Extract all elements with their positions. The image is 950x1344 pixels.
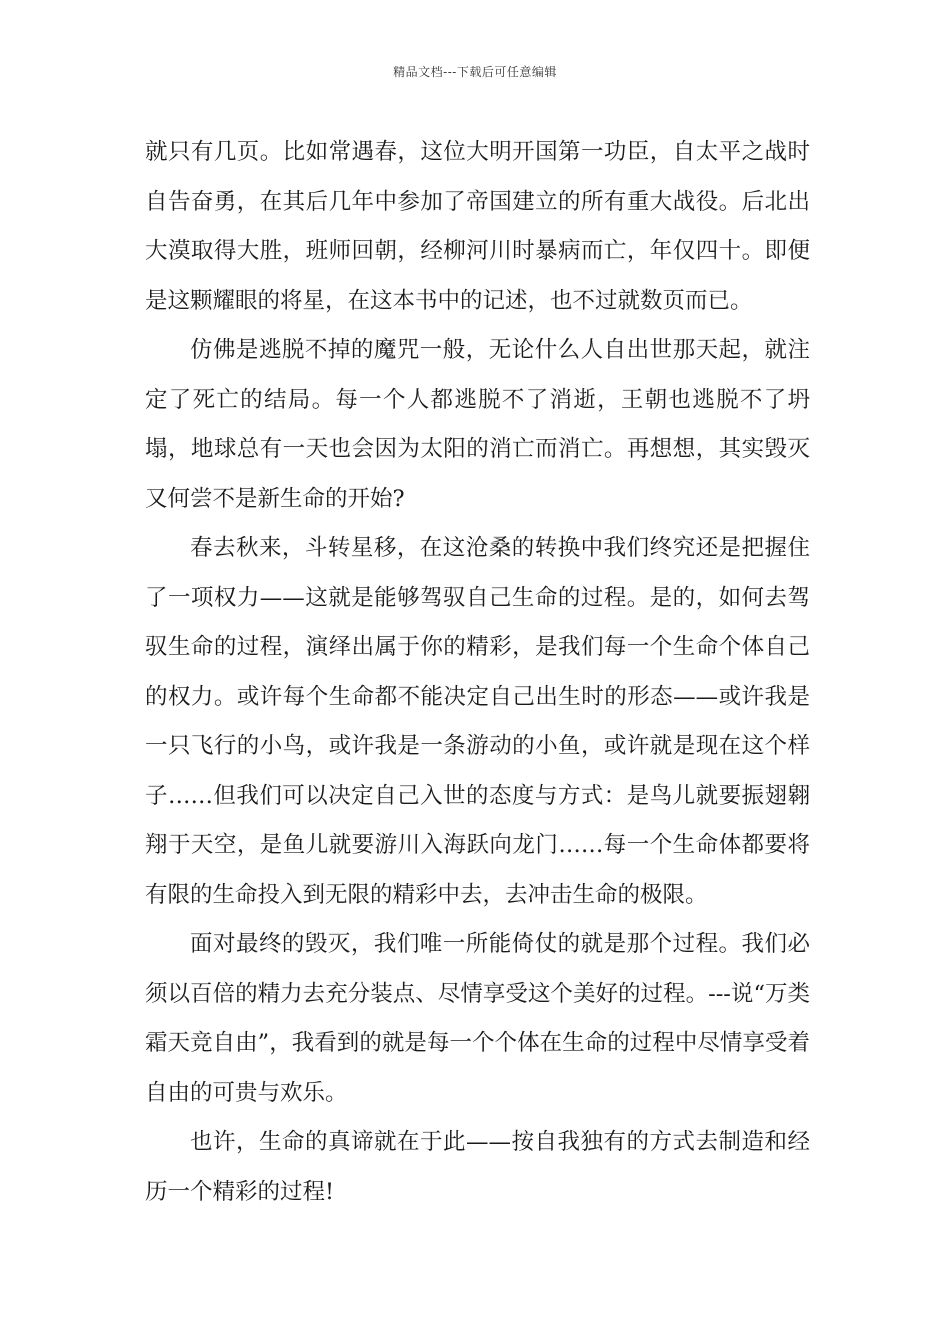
paragraph-4: 面对最终的毁灭，我们唯一所能倚仗的就是那个过程。我们必须以百倍的精力去充分装点、尽情享受这个美好的过程。---说“万类霜天竞自由”，我看到的就是每一个个体在生命的过程中尽情享受着自由的可贵与欢乐。 xyxy=(145,931,810,1106)
page-header: 精品文档---下载后可任意编辑 xyxy=(393,65,557,79)
paragraph-5: 也许，生命的真谛就在于此——按自我独有的方式去制造和经历一个精彩的过程! xyxy=(145,1129,810,1205)
paragraph-2: 仿佛是逃脱不掉的魔咒一般，无论什么人自出世那天起，就注定了死亡的结局。每一个人都逃脱不了消逝，王朝也逃脱不了坍塌，地球总有一天也会因为太阳的消亡而消亡。再想想，其实毁灭又何尝不是新生命的开始? xyxy=(145,337,810,512)
paragraph-3: 春去秋来，斗转星移，在这沧桑的转换中我们终究还是把握住了一项权力——这就是能够驾驭自己生命的过程。是的，如何去驾驭生命的过程，演绎出属于你的精彩，是我们每一个生命个体自己的权力。或许每个生命都不能决定自己出生时的形态——或许我是一只飞行的小鸟，或许我是一条游动的小鱼，或许就是现在这个样子……但我们可以决定自己入世的态度与方式：是鸟儿就要振翅翱翔于天空，是鱼儿就要游川入海跃向龙门……每一个生命体都要将有限的生命投入到无限的精彩中去，去冲击生命的极限。 xyxy=(145,535,810,908)
paragraph-1: 就只有几页。比如常遇春，这位大明开国第一功臣，自太平之战时自告奋勇，在其后几年中参加了帝国建立的所有重大战役。后北出大漠取得大胜，班师回朝，经柳河川时暴病而亡，年仅四十。即便是这颗耀眼的将星，在这本书中的记述，也不过就数页而已。 xyxy=(145,139,810,314)
document-body xyxy=(145,128,810,1217)
